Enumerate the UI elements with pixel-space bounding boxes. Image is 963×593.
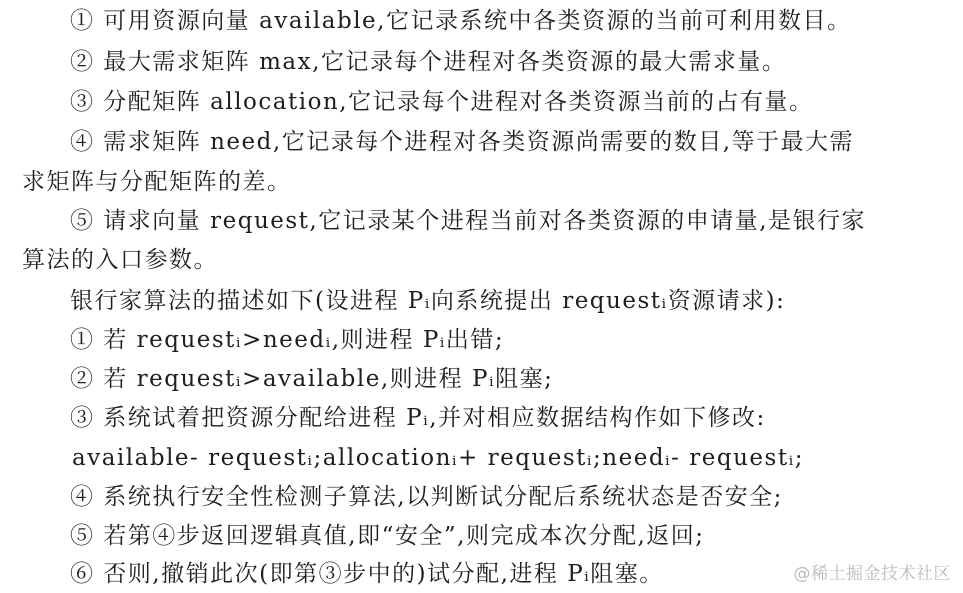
request-vector-item: ⑤ 请求向量 request,它记录某个进程当前对各类资源的申请量,是银行家 [70,208,867,234]
resource-vector-item: ① 可用资源向量 available,它记录系统中各类资源的当前可利用数目。 [70,8,852,34]
need-matrix-item-cont: 求矩阵与分配矩阵的差。 [22,169,292,195]
step-1: ① 若 requestᵢ>needᵢ,则进程 Pᵢ出错; [70,327,505,353]
step-6: ⑥ 否则,撤销此次(即第③步中的)试分配,进程 Pᵢ阻塞。 [70,561,664,587]
watermark-text: @稀土掘金技术社区 [793,564,951,584]
step-3-formula: available- requestᵢ;allocationᵢ+ requestᵢ;needᵢ- requestᵢ; [72,445,804,471]
allocation-matrix-item: ③ 分配矩阵 allocation,它记录每个进程对各类资源当前的占有量。 [70,89,814,115]
step-5: ⑤ 若第④步返回逻辑真值,即“安全”,则完成本次分配,返回; [70,523,705,549]
step-4: ④ 系统执行安全性检测子算法,以判断试分配后系统状态是否安全; [70,484,783,510]
algorithm-intro: 银行家算法的描述如下(设进程 Pᵢ向系统提出 requestᵢ资源请求): [70,288,786,314]
request-vector-item-cont: 算法的入口参数。 [22,247,218,273]
need-matrix-item: ④ 需求矩阵 need,它记录每个进程对各类资源尚需要的数目,等于最大需 [70,129,855,155]
step-3: ③ 系统试着把资源分配给进程 Pᵢ,并对相应数据结构作如下修改: [70,405,766,431]
step-2: ② 若 requestᵢ>available,则进程 Pᵢ阻塞; [70,366,554,392]
max-matrix-item: ② 最大需求矩阵 max,它记录每个进程对各类资源的最大需求量。 [70,49,787,75]
